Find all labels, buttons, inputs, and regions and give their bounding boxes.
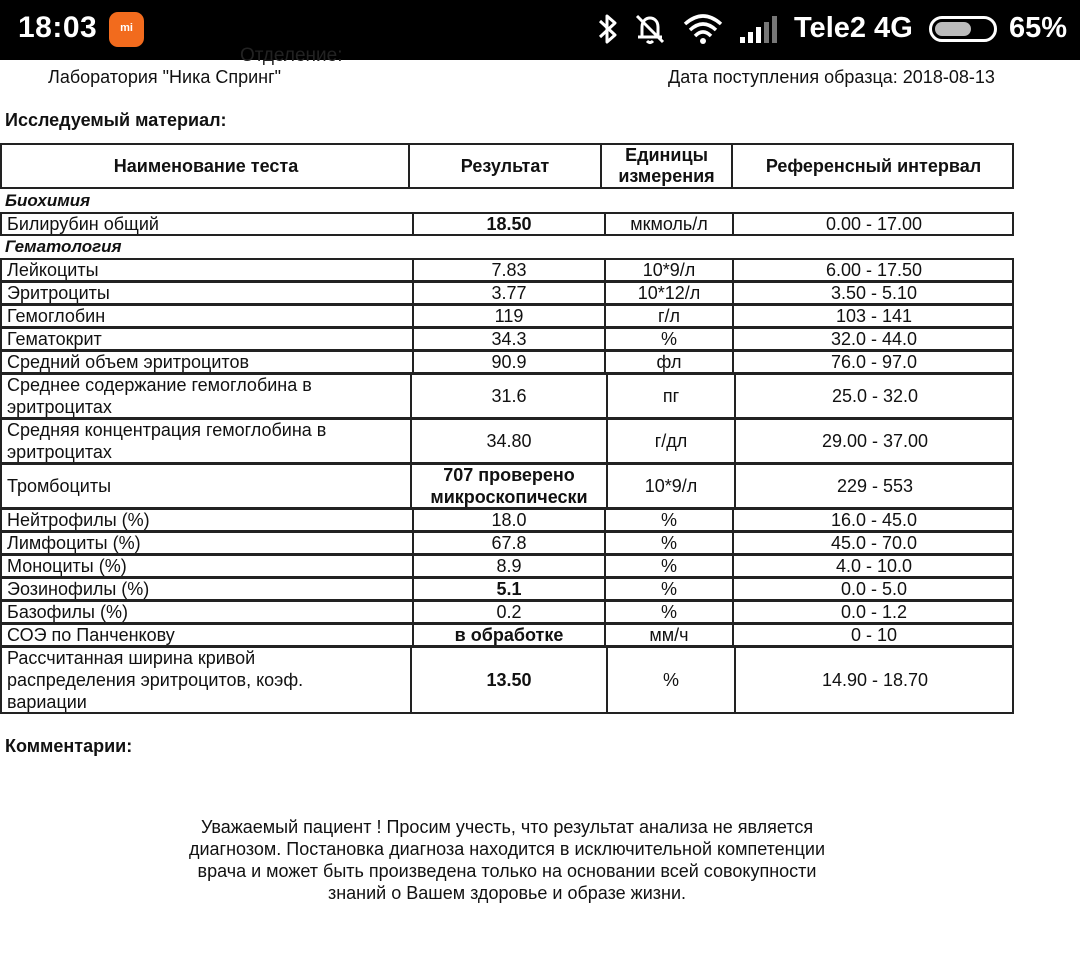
test-name — [7, 475, 111, 497]
result-line: 31.6 — [491, 386, 527, 406]
result-cell — [412, 214, 604, 234]
reference-cell: 25.0 - 32.0 — [734, 375, 1014, 417]
units-cell: % — [604, 329, 732, 349]
result-cell — [412, 260, 604, 280]
test-name — [7, 351, 249, 373]
result-cell — [412, 306, 604, 326]
notice-line: Уважаемый пациент ! Просим учесть, что результат анализа не является — [200, 817, 814, 837]
table-row — [0, 623, 1014, 647]
test-name-cell — [2, 420, 412, 462]
result-cell — [410, 648, 606, 712]
table-row — [0, 600, 1014, 624]
header-reference: Референсный интервал — [731, 145, 1014, 187]
units-cell: % — [604, 533, 732, 553]
units-cell: % — [606, 648, 734, 712]
table-row — [0, 508, 1014, 532]
reference-cell: 29.00 - 37.00 — [734, 420, 1014, 462]
result-line: 34.80 — [486, 431, 532, 451]
result-value — [430, 464, 587, 508]
result-line: 119 — [494, 306, 524, 326]
units-cell: % — [604, 510, 732, 530]
reference-cell: 32.0 - 44.0 — [732, 329, 1014, 349]
test-name-cell — [2, 579, 414, 599]
test-name-line: Базофилы (%) — [7, 602, 128, 622]
result-value — [455, 624, 564, 646]
result-line: микроскопически — [430, 487, 588, 507]
test-name-line: Билирубин общий — [7, 214, 159, 234]
result-cell — [412, 602, 604, 622]
test-name-line: СОЭ по Панченкову — [7, 625, 175, 645]
bluetooth-icon — [596, 12, 620, 46]
units-cell: % — [604, 579, 732, 599]
notice-line: знаний о Вашем здоровье и образе жизни. — [327, 883, 687, 903]
test-name-line: Лейкоциты — [7, 260, 99, 280]
reference-cell: 103 - 141 — [732, 306, 1014, 326]
carrier-name: Tele2 4G — [794, 12, 913, 44]
reference-cell: 0 - 10 — [732, 625, 1014, 645]
result-line: 90.9 — [491, 352, 527, 372]
material-label: Исследуемый материал: — [5, 110, 227, 130]
test-name — [7, 647, 303, 713]
test-name-cell — [2, 260, 414, 280]
department-label-cutoff: Отделение: — [240, 45, 343, 66]
result-cell — [412, 329, 604, 349]
test-name-cell — [2, 510, 414, 530]
table-row — [0, 212, 1014, 236]
header-result: Результат — [408, 145, 600, 187]
result-value — [491, 328, 526, 350]
test-name-cell — [2, 375, 412, 417]
result-line: 5.1 — [496, 579, 522, 599]
result-cell — [412, 579, 604, 599]
result-line: 18.0 — [491, 510, 527, 530]
battery-percent: 65% — [1009, 12, 1068, 44]
mi-app-icon — [109, 12, 144, 47]
result-cell — [412, 625, 604, 645]
test-name — [7, 578, 149, 600]
reference-cell: 45.0 - 70.0 — [732, 533, 1014, 553]
result-line: 7.83 — [491, 260, 527, 280]
muted-bell-icon — [633, 12, 667, 46]
battery-icon — [929, 16, 997, 42]
sample-date: Дата поступления образца: 2018-08-13 — [668, 67, 995, 87]
result-value — [496, 555, 521, 577]
result-cell — [412, 533, 604, 553]
header-units-line: измерения — [618, 166, 715, 186]
test-name-line: Средняя концентрация гемоглобина в — [7, 420, 327, 440]
test-name-line: Гематокрит — [7, 329, 102, 349]
result-line: 3.77 — [491, 283, 527, 303]
test-name-line: Средний объем эритроцитов — [7, 352, 250, 372]
test-name-line: Тромбоциты — [7, 476, 112, 496]
result-value — [491, 385, 526, 407]
test-name-cell — [2, 533, 414, 553]
test-name-line: эритроцитах — [7, 442, 112, 462]
units-cell: фл — [604, 352, 732, 372]
units-cell: 10*9/л — [606, 465, 734, 507]
test-name — [7, 601, 128, 623]
section-title: Гематология — [5, 237, 122, 256]
result-value — [491, 282, 526, 304]
result-line: 13.50 — [486, 670, 532, 690]
test-name-line: Рассчитанная ширина кривой — [7, 648, 256, 668]
test-name — [7, 213, 159, 235]
table-row — [0, 258, 1014, 282]
result-line: 34.3 — [491, 329, 527, 349]
test-name-cell — [2, 625, 414, 645]
test-name-line: Эозинофилы (%) — [7, 579, 150, 599]
reference-cell: 0.0 - 1.2 — [732, 602, 1014, 622]
result-cell — [410, 420, 606, 462]
result-value — [491, 351, 526, 373]
result-value — [486, 430, 531, 452]
table-row — [0, 554, 1014, 578]
result-cell — [412, 352, 604, 372]
test-name — [7, 282, 110, 304]
test-name — [7, 419, 326, 463]
test-name — [7, 555, 127, 577]
battery-fill — [935, 22, 971, 36]
test-name-line: Нейтрофилы (%) — [7, 510, 150, 530]
clock: 18:03 — [18, 11, 98, 44]
table-row — [0, 418, 1014, 464]
units-cell: 10*12/л — [604, 283, 732, 303]
test-name-line: Лимфоциты (%) — [7, 533, 141, 553]
result-value — [486, 669, 531, 691]
reference-cell: 229 - 553 — [734, 465, 1014, 507]
status-bar — [0, 0, 1080, 60]
notice-line: врача и может быть произведена только на основании всей совокупности — [197, 861, 817, 881]
units-cell: пг — [606, 375, 734, 417]
result-value — [491, 532, 526, 554]
units-cell: 10*9/л — [604, 260, 732, 280]
table-row — [0, 327, 1014, 351]
test-name-line: Эритроциты — [7, 283, 110, 303]
result-line: 18.50 — [486, 214, 532, 234]
test-name-cell — [2, 556, 414, 576]
table-row — [0, 304, 1014, 328]
units-cell: % — [604, 556, 732, 576]
table-row — [0, 646, 1014, 714]
result-value — [486, 213, 531, 235]
test-name-cell — [2, 465, 412, 507]
test-name — [7, 509, 150, 531]
test-name-cell — [2, 648, 412, 712]
test-name-line: распределения эритроцитов, коэф. — [7, 670, 304, 690]
test-name-cell — [2, 306, 414, 326]
test-name-cell — [2, 283, 414, 303]
result-value — [496, 578, 521, 600]
result-cell — [412, 510, 604, 530]
test-name — [7, 259, 99, 281]
reference-cell: 76.0 - 97.0 — [732, 352, 1014, 372]
reference-cell: 14.90 - 18.70 — [734, 648, 1014, 712]
notice-line: диагнозом. Постановка диагноза находится в исключительной компетенции — [188, 839, 826, 859]
result-line: 707 проверено — [443, 465, 575, 485]
table-header-row — [0, 143, 1014, 189]
mi-app-icon-label: mi — [120, 22, 133, 34]
test-name-cell — [2, 352, 414, 372]
test-name — [7, 328, 102, 350]
result-cell — [412, 556, 604, 576]
reference-cell: 0.00 - 17.00 — [732, 214, 1014, 234]
table-row — [0, 281, 1014, 305]
test-name-cell — [2, 329, 414, 349]
test-name-line: Гемоглобин — [7, 306, 106, 326]
test-name-line: Моноциты (%) — [7, 556, 127, 576]
units-cell: мкмоль/л — [604, 214, 732, 234]
result-value — [495, 305, 524, 327]
result-line: 67.8 — [491, 533, 527, 553]
table-row — [0, 373, 1014, 419]
reference-cell: 6.00 - 17.50 — [732, 260, 1014, 280]
header-test-name: Наименование теста — [113, 156, 299, 176]
result-cell — [412, 283, 604, 303]
test-name — [7, 374, 312, 418]
comments-label: Комментарии: — [5, 736, 133, 756]
result-line: в обработке — [454, 625, 564, 645]
result-value — [491, 259, 526, 281]
units-cell: г/дл — [606, 420, 734, 462]
test-name — [7, 624, 175, 646]
reference-cell: 3.50 - 5.10 — [732, 283, 1014, 303]
table-row — [0, 463, 1014, 509]
units-cell: % — [604, 602, 732, 622]
reference-cell: 4.0 - 10.0 — [732, 556, 1014, 576]
wifi-icon — [682, 12, 724, 46]
header-units-text — [618, 145, 714, 187]
lab-name: Лаборатория "Ника Спринг" — [48, 67, 282, 87]
result-value — [496, 601, 521, 623]
test-name — [7, 532, 141, 554]
units-cell: г/л — [604, 306, 732, 326]
test-name-cell — [2, 214, 414, 234]
result-cell — [410, 465, 606, 507]
test-name-cell — [2, 602, 414, 622]
header-units — [600, 145, 731, 187]
reference-cell: 16.0 - 45.0 — [732, 510, 1014, 530]
patient-notice — [0, 816, 1014, 904]
table-row — [0, 531, 1014, 555]
result-line: 0.2 — [496, 602, 522, 622]
section-title: Биохимия — [5, 191, 91, 210]
table-row — [0, 577, 1014, 601]
result-cell — [410, 375, 606, 417]
table-row — [0, 350, 1014, 374]
test-name-line: Среднее содержание гемоглобина в — [7, 375, 312, 395]
reference-cell: 0.0 - 5.0 — [732, 579, 1014, 599]
header-units-line: Единицы — [625, 145, 708, 165]
cell-signal-icon — [739, 12, 779, 46]
units-cell: мм/ч — [604, 625, 732, 645]
result-line: 8.9 — [496, 556, 522, 576]
test-name — [7, 305, 105, 327]
test-name-line: вариации — [7, 692, 87, 712]
result-value — [491, 509, 526, 531]
test-name-line: эритроцитах — [7, 397, 112, 417]
